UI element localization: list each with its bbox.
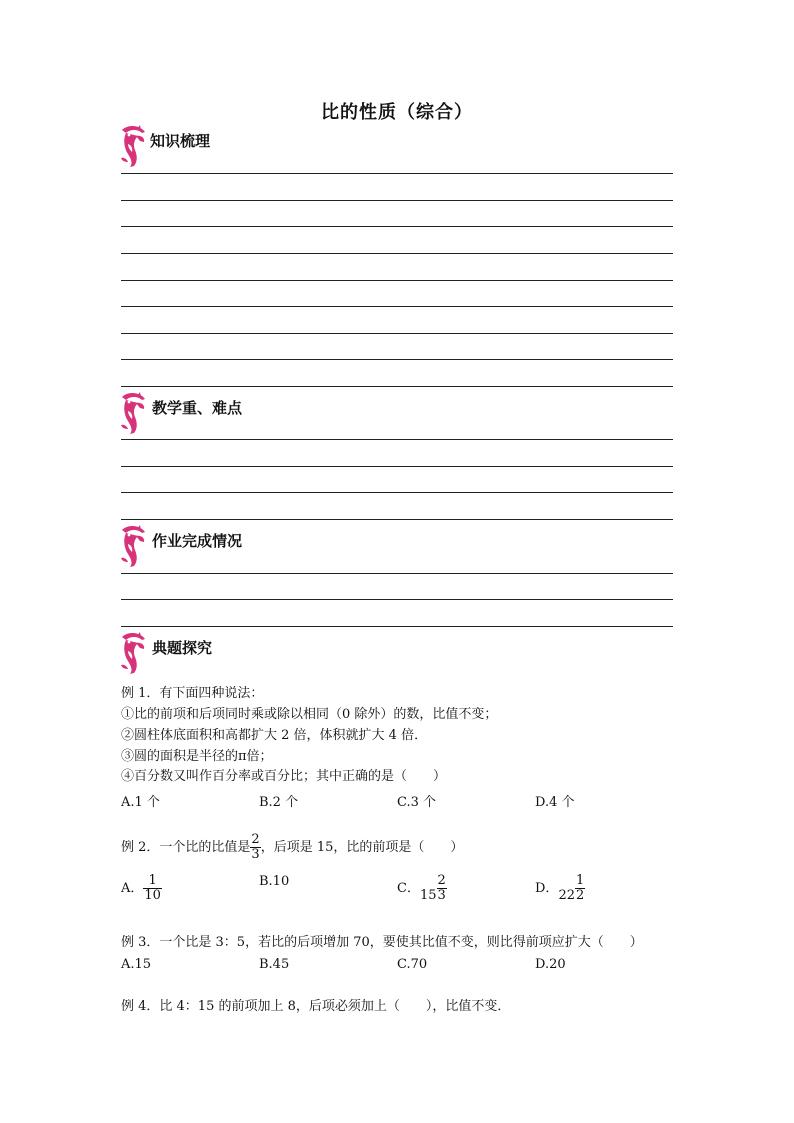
example1-option-d: D.4 个 <box>535 795 575 810</box>
option-c-fraction <box>437 874 447 903</box>
example2-stem-after: ，后项是 15，比的前项是（ ） <box>260 840 464 855</box>
example1-option-c: C.3 个 <box>397 795 437 810</box>
writing-line <box>121 200 673 201</box>
fraction-numerator: 2 <box>437 873 446 888</box>
writing-line <box>121 439 673 440</box>
fraction-numerator: 2 <box>251 832 260 847</box>
fraction-denominator: 2 <box>575 888 585 903</box>
writing-line <box>121 626 673 627</box>
example1-option-b: B.2 个 <box>259 795 299 810</box>
section-key-points-title: 教学重、难点 <box>152 399 243 417</box>
example2-option-c <box>397 874 447 903</box>
section-examples-title: 典题探究 <box>152 639 213 657</box>
fraction-denominator: 3 <box>437 888 446 903</box>
example1-statement-2: ②圆柱体底面积和高都扩大 2 倍，体积就扩大 4 倍． <box>121 728 428 743</box>
option-d-fraction <box>575 874 585 903</box>
example3-option-a: A.15 <box>121 957 152 972</box>
dolphin-icon <box>118 124 148 168</box>
option-d-whole: 22 <box>558 888 575 903</box>
writing-line <box>121 333 673 334</box>
example4-stem: 例 4．比 4：15 的前项加上 8，后项必须加上（ ），比值不变． <box>121 999 511 1014</box>
dolphin-icon <box>118 631 148 675</box>
example2-option-a <box>121 874 162 903</box>
example3-stem: 例 3．一个比是 3：5，若比的后项增加 70，要使其比值不变，则比得前项应扩大（ ） <box>121 935 643 950</box>
writing-line <box>121 599 673 600</box>
fraction-denominator: 10 <box>144 888 161 903</box>
writing-line <box>121 253 673 254</box>
writing-line <box>121 492 673 493</box>
option-a-fraction <box>143 874 162 903</box>
fraction-numerator: 1 <box>575 873 585 888</box>
example2-option-b: B.10 <box>259 874 290 889</box>
fraction-numerator: 1 <box>143 874 162 889</box>
option-c-label: C． <box>397 881 420 896</box>
writing-line <box>121 386 673 387</box>
dolphin-icon <box>118 391 148 435</box>
example1-stem: 例 1．有下面四种说法： <box>121 686 264 701</box>
writing-line <box>121 306 673 307</box>
writing-line <box>121 359 673 360</box>
option-d-label: D． <box>535 881 559 896</box>
example2-option-d <box>535 874 585 903</box>
option-c-whole: 15 <box>419 888 437 903</box>
writing-line <box>121 226 673 227</box>
example3-option-d: D.20 <box>535 957 566 972</box>
example1-statement-1: ①比的前项和后项同时乘或除以相同（0 除外）的数，比值不变； <box>121 707 498 722</box>
option-a-label: A． <box>121 881 144 896</box>
dolphin-icon <box>118 524 148 568</box>
writing-line <box>121 466 673 467</box>
writing-line <box>121 280 673 281</box>
example2-stem-before: 例 2．一个比的比值是 <box>121 840 251 855</box>
writing-line <box>121 519 673 520</box>
example3-option-c: C.70 <box>397 957 428 972</box>
writing-line <box>121 173 673 174</box>
section-knowledge-title: 知识梳理 <box>150 132 211 150</box>
section-homework-title: 作业完成情况 <box>152 532 243 550</box>
writing-line <box>121 573 673 574</box>
page-title: 比的性质（综合） <box>321 102 473 123</box>
example1-option-a: A.1 个 <box>121 795 160 810</box>
example3-option-b: B.45 <box>259 957 290 972</box>
fraction-denominator: 3 <box>251 847 260 862</box>
example1-statement-4: ④百分数又叫作百分率或百分比；其中正确的是（ ） <box>121 769 447 784</box>
example1-statement-3: ③圆的面积是半径的π倍； <box>121 749 273 764</box>
example2-stem <box>121 833 463 863</box>
example2-ratio-fraction <box>250 833 260 862</box>
